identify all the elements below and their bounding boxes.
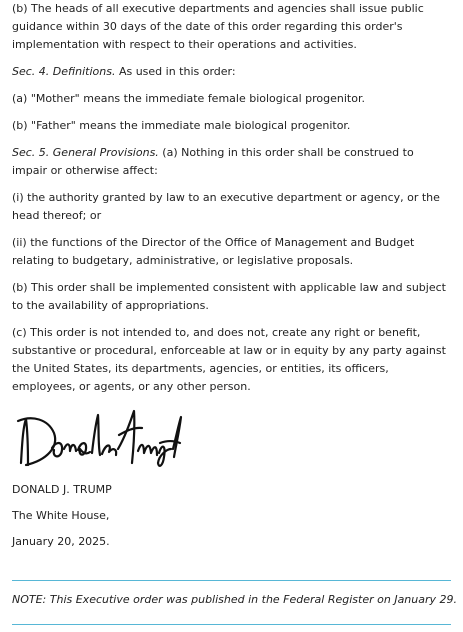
section-4-text: As used in this order: — [115, 65, 236, 78]
provision-ii: (ii) the functions of the Director of the Office of Management and Budget relating to budgetary, administrative, or legislative proposals. — [12, 236, 415, 267]
paragraph-public-guidance: (b) The heads of all executive departments and agencies shall issue public guidance within 30 days of the date of this order regarding this order's implementation with respect to their operations and activities. — [12, 2, 424, 51]
definition-father: (b) "Father" means the immediate male biological progenitor. — [12, 119, 351, 132]
executive-order-body — [12, 0, 452, 559]
section-5-text: (a) Nothing in this order shall be construed to impair or otherwise affect: — [12, 146, 414, 177]
note-top-divider — [12, 580, 451, 581]
provision-i: (i) the authority granted by law to an executive department or agency, or the head thereof; or — [12, 191, 440, 222]
signature-image — [12, 405, 452, 475]
section-5-heading: Sec. 5. General Provisions. — [12, 146, 159, 159]
section-4-heading: Sec. 4. Definitions. — [12, 65, 116, 78]
section-5-general-provisions — [12, 144, 452, 180]
section-4-definitions — [12, 63, 452, 81]
definition-mother: (a) "Mother" means the immediate female biological progenitor. — [12, 92, 365, 105]
publication-note: NOTE: This Executive order was published in the Federal Register on January 29. — [12, 593, 458, 606]
note-bottom-divider — [12, 624, 451, 625]
provision-c: (c) This order is not intended to, and does not, create any right or benefit, substantive or procedural, enforceable at law or in equity by any party against the United States, its departments, agencies, or entities, its officers, employees, or agents, or any other person. — [12, 326, 446, 393]
provision-b: (b) This order shall be implemented consistent with applicable law and subject to the availability of appropriations. — [12, 281, 446, 312]
signing-date: January 20, 2025. — [12, 535, 110, 548]
signing-place: The White House, — [12, 509, 110, 522]
signer-name: DONALD J. TRUMP — [12, 483, 112, 496]
